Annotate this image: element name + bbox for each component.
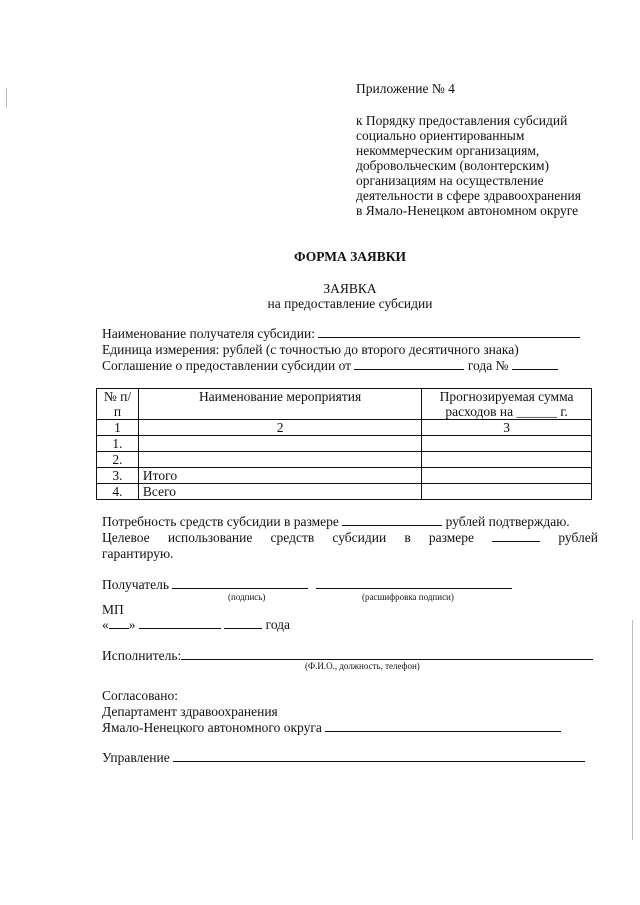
management-blank[interactable] [173,749,585,762]
row-amount[interactable] [422,452,592,468]
recipient-label: Получатель [102,577,170,592]
row-event-name: Всего [138,484,421,500]
recipient-name-label: Наименование получателя субсидии: [102,326,315,341]
date-year-blank[interactable] [224,616,262,629]
date-quote-open: « [102,617,109,632]
executor-caption: (Ф.И.О., должность, телефон) [305,661,420,671]
signature-decode-blank[interactable] [316,576,512,589]
approval-label: Согласовано: [102,688,178,703]
row-number: 2. [97,452,139,468]
approval-dept-line-1: Департамент здравоохранения [102,704,278,719]
agreement-label: Соглашение о предоставлении субсидии от [102,358,352,373]
confirmation-word: размере [428,530,475,545]
signature-blank[interactable] [172,576,308,589]
appendix-line: к Порядку предоставления субсидий [356,113,568,128]
table-numbering-row [97,420,592,436]
management-field [102,749,585,766]
scan-edge-mark-left [6,88,7,108]
date-year-label: года [265,617,291,632]
approval-dept-blank[interactable] [325,719,561,732]
appendix-line: добровольческим (волонтерским) [356,158,550,173]
expense-table [96,388,592,500]
table-row [97,484,592,500]
appendix-line: деятельности в сфере здравоохранения [356,188,581,203]
row-event-name[interactable] [138,452,421,468]
row-amount[interactable] [422,484,592,500]
management-label: Управление [102,750,170,765]
unit-of-measure: Единица измерения: рублей (с точностью до второго десятичного знака) [102,342,519,357]
row-amount[interactable] [422,436,592,452]
row-event-name[interactable] [138,436,421,452]
confirmation-text: рублей подтверждаю. [445,514,570,529]
row-event-name: Итого [138,468,421,484]
confirmation-line-2 [102,529,598,546]
signature-decode-caption: (расшифровка подписи) [362,592,454,602]
agreement-number-blank[interactable] [512,357,558,370]
executor-blank[interactable] [181,647,593,660]
numbering-cell: 1 [97,420,139,436]
recipient-name-field [102,325,580,342]
executor-label: Исполнитель: [102,648,182,663]
recipient-name-blank[interactable] [318,325,580,338]
confirmation-word: Целевое [102,530,150,545]
approval-dept-field [102,719,561,736]
doc-subtitle: на предоставление субсидии [267,296,433,311]
appendix-line: в Ямало-Ненецком автономном округе [356,203,579,218]
targeted-amount-blank[interactable] [492,529,540,542]
approval-dept-line-2: Ямало-Ненецкого автономного округа [102,720,322,735]
row-number: 3. [97,468,139,484]
numbering-cell: 2 [138,420,421,436]
table-row [97,436,592,452]
date-quote-close: » [128,617,136,632]
recipient-signature-field [102,576,512,593]
scan-edge-mark-right [632,620,633,840]
row-number: 1. [97,436,139,452]
date-month-blank[interactable] [139,616,221,629]
confirmation-word: субсидии [332,530,387,545]
appendix-line: организациям на осуществление [356,173,544,188]
table-row [97,468,592,484]
row-number: 4. [97,484,139,500]
signature-caption: (подпись) [228,592,266,602]
row-amount[interactable] [422,468,592,484]
confirmation-word: средств [270,530,315,545]
header-event-name: Наименование мероприятия [138,389,421,420]
subsidy-amount-blank[interactable] [342,513,442,526]
doc-title: ЗАЯВКА [323,281,377,296]
agreement-field [102,357,558,374]
table-row [97,452,592,468]
appendix-title: Приложение № 4 [356,81,455,96]
confirmation-word: рублей [558,530,598,545]
confirmation-word: использование [167,530,253,545]
header-number: № п/п [97,389,139,420]
numbering-cell: 3 [422,420,592,436]
appendix-line: социально ориентированным [356,128,525,143]
date-field [102,616,290,633]
form-title: ФОРМА ЗАЯВКИ [293,249,407,264]
confirmation-line-1 [102,513,570,530]
agreement-year-label: года № [467,358,509,373]
agreement-date-blank[interactable] [354,357,464,370]
table-header-row [97,389,592,420]
confirmation-text: Потребность средств субсидии в размере [102,514,339,529]
date-day-blank[interactable] [109,616,129,629]
header-forecast-amount: Прогнозируемая сумма расходов на ______ г. [422,389,592,420]
confirmation-line-3: гарантирую. [102,546,174,561]
appendix-line: некоммерческим организациям, [356,143,540,158]
stamp-placeholder: МП [102,602,124,617]
confirmation-word: в [404,530,411,545]
